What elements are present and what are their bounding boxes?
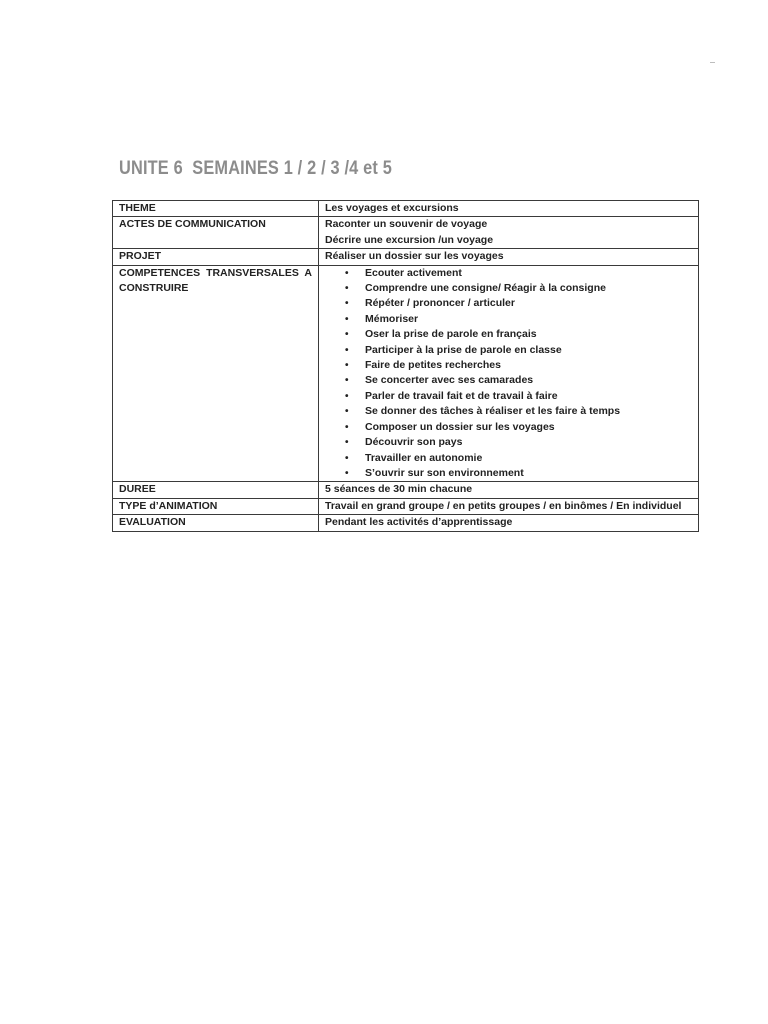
evaluation-value: Pendant les activités d’apprentissage xyxy=(319,515,699,531)
list-item-text: Parler de travail fait et de travail à faire xyxy=(365,389,558,402)
row-projet xyxy=(113,249,699,265)
list-item-text: Répéter / prononcer / articuler xyxy=(365,297,515,310)
bullet-icon: • xyxy=(345,421,349,433)
list-item-text: Composer un dossier sur les voyages xyxy=(365,420,555,433)
list-item xyxy=(325,343,692,358)
row-animation xyxy=(113,498,699,514)
row-theme xyxy=(113,201,699,217)
bullet-icon: • xyxy=(345,283,349,295)
bullet-icon: • xyxy=(345,329,349,341)
list-item xyxy=(325,451,692,466)
list-item-text: Se concerter avec ses camarades xyxy=(365,374,534,387)
theme-value: Les voyages et excursions xyxy=(319,201,699,217)
list-item-text: Mémoriser xyxy=(365,312,419,325)
list-item-text: Travailler en autonomie xyxy=(365,451,483,464)
bullet-icon: • xyxy=(345,267,349,279)
projet-label: PROJET xyxy=(113,249,319,265)
bullet-icon: • xyxy=(345,313,349,325)
bullet-icon: • xyxy=(345,375,349,387)
list-item xyxy=(325,420,692,435)
unit-table xyxy=(112,200,699,532)
list-item-text: Faire de petites recherches xyxy=(365,359,501,372)
corner-mark xyxy=(710,62,715,63)
list-item xyxy=(325,312,692,327)
list-item xyxy=(325,435,692,450)
list-item xyxy=(325,327,692,342)
bullet-icon: • xyxy=(345,437,349,449)
bullet-icon: • xyxy=(345,360,349,372)
list-item-text: Comprendre une consigne/ Réagir à la consigne xyxy=(365,282,606,295)
bullet-icon: • xyxy=(345,406,349,418)
duree-value: 5 séances de 30 min chacune xyxy=(319,482,699,498)
list-item-text: Découvrir son pays xyxy=(365,436,463,449)
list-item xyxy=(325,389,692,404)
actes-value xyxy=(319,217,699,249)
animation-value: Travail en grand groupe / en petits groupes / en binômes / En individuel xyxy=(319,498,699,514)
duree-label: DUREE xyxy=(113,482,319,498)
list-item-text: Oser la prise de parole en français xyxy=(365,328,537,341)
page-title: UNITE 6 SEMAINES 1 / 2 / 3 /4 et 5 xyxy=(119,158,393,179)
bullet-icon: • xyxy=(345,390,349,402)
row-duree xyxy=(113,482,699,498)
animation-label: TYPE d’ANIMATION xyxy=(113,498,319,514)
theme-label: THEME xyxy=(113,201,319,217)
list-item xyxy=(325,404,692,419)
actes-line: Raconter un souvenir de voyage xyxy=(325,218,488,231)
competences-value xyxy=(319,265,699,482)
evaluation-label: EVALUATION xyxy=(113,515,319,531)
list-item-text: Participer à la prise de parole en classe xyxy=(365,343,562,356)
actes-label: ACTES DE COMMUNICATION xyxy=(113,217,319,249)
bullet-icon: • xyxy=(345,467,349,479)
bullet-icon: • xyxy=(345,344,349,356)
bullet-icon: • xyxy=(345,298,349,310)
list-item-text: Ecouter activement xyxy=(365,266,462,279)
competences-label: COMPETENCES TRANSVERSALES A CONSTRUIRE xyxy=(113,265,319,482)
projet-value: Réaliser un dossier sur les voyages xyxy=(319,249,699,265)
list-item-text: Se donner des tâches à réaliser et les faire à temps xyxy=(365,405,621,418)
list-item xyxy=(325,358,692,373)
list-item xyxy=(325,266,692,281)
bullet-icon: • xyxy=(345,452,349,464)
list-item xyxy=(325,281,692,296)
row-competences xyxy=(113,265,699,482)
actes-line: Décrire une excursion /un voyage xyxy=(325,233,494,246)
competences-list xyxy=(325,266,692,482)
row-actes xyxy=(113,217,699,249)
list-item xyxy=(325,466,692,481)
list-item-text: S’ouvrir sur son environnement xyxy=(365,466,524,479)
row-evaluation xyxy=(113,515,699,531)
list-item xyxy=(325,373,692,388)
list-item xyxy=(325,296,692,311)
